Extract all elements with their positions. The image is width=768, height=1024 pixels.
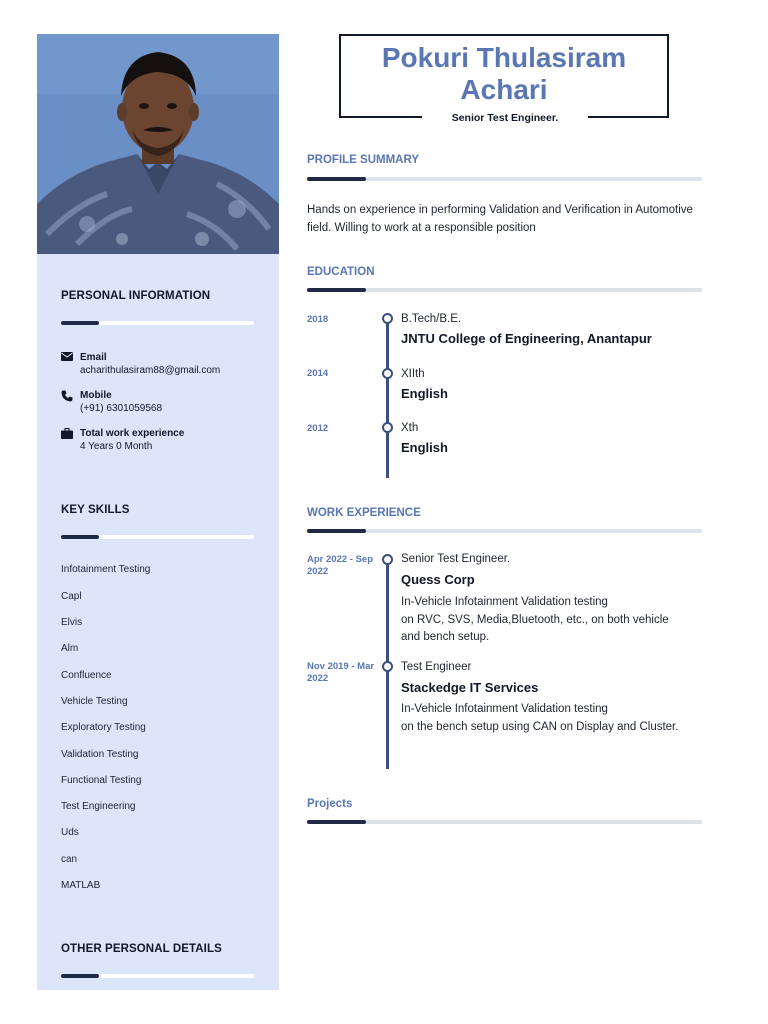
education-year: 2014 <box>307 368 329 379</box>
timeline-dot <box>382 368 393 379</box>
work-role: Test Engineer <box>401 661 472 673</box>
key-skills-divider <box>61 535 254 539</box>
contact-email <box>61 352 220 376</box>
profile-summary-text: Hands on experience in performing Validation and Verification in Automotive field. Willing to work at a responsible position <box>307 204 693 234</box>
contact-mobile <box>61 390 162 414</box>
skill-item: Capl <box>61 591 82 602</box>
personal-info-title: PERSONAL INFORMATION <box>61 290 211 302</box>
profile-summary-title: PROFILE SUMMARY <box>307 154 420 166</box>
skill-item: Validation Testing <box>61 749 139 760</box>
mobile-value[interactable]: (+91) 6301059568 <box>80 403 163 414</box>
email-label: Email <box>80 352 107 363</box>
education-title: EDUCATION <box>307 266 375 278</box>
work-role: Senior Test Engineer. <box>401 553 511 565</box>
personal-info-divider <box>61 321 254 325</box>
projects-divider <box>307 820 702 824</box>
education-degree: XIIth <box>401 368 425 380</box>
name-box <box>339 34 669 118</box>
education-degree: Xth <box>401 422 419 434</box>
experience-label: Total work experience <box>80 428 185 439</box>
timeline-dot <box>382 313 393 324</box>
education-timeline <box>386 318 389 478</box>
phone-icon <box>61 390 73 402</box>
work-experience-divider <box>307 529 702 533</box>
projects-title: Projects <box>307 798 353 810</box>
skill-item: Functional Testing <box>61 775 142 786</box>
timeline-dot <box>382 554 393 565</box>
work-description: In-Vehicle Infotainment Validation testing on RVC, SVS, Media,Bluetooth, etc., on both vehicle and bench setup. <box>401 596 669 643</box>
briefcase-icon <box>61 428 73 439</box>
skill-item: Uds <box>61 827 79 838</box>
candidate-name: Pokuri Thulasiram Achari <box>381 42 627 105</box>
education-institution: English <box>401 386 448 401</box>
skill-item: Alm <box>61 643 79 654</box>
skill-item: Elvis <box>61 617 83 628</box>
work-dates: Apr 2022 - Sep 2022 <box>307 554 373 577</box>
profile-summary-divider <box>307 177 702 181</box>
timeline-dot <box>382 422 393 433</box>
work-description: In-Vehicle Infotainment Validation testing on the bench setup using CAN on Display and Cluster. <box>401 703 679 733</box>
education-degree: B.Tech/B.E. <box>401 313 462 325</box>
person-photo-icon <box>37 34 279 254</box>
work-company: Stackedge IT Services <box>401 680 539 695</box>
envelope-icon <box>61 352 73 362</box>
sidebar <box>37 34 279 990</box>
email-value[interactable]: acharithulasiram88@gmail.com <box>80 365 221 376</box>
skill-item: Infotainment Testing <box>61 564 151 575</box>
skill-item: can <box>61 854 78 865</box>
experience-value: 4 Years 0 Month <box>80 441 153 452</box>
skill-item: Vehicle Testing <box>61 696 128 707</box>
work-company: Quess Corp <box>401 572 475 587</box>
skill-item: Exploratory Testing <box>61 722 146 733</box>
candidate-title: Senior Test Engineer. <box>422 110 588 126</box>
other-details-title: OTHER PERSONAL DETAILS <box>61 943 222 955</box>
timeline-dot <box>382 661 393 672</box>
skill-item: MATLAB <box>61 880 101 891</box>
education-institution: English <box>401 440 448 455</box>
work-experience-title: WORK EXPERIENCE <box>307 507 421 519</box>
education-divider <box>307 288 702 292</box>
skill-item: Test Engineering <box>61 801 136 812</box>
work-dates: Nov 2019 - Mar 2022 <box>307 661 375 684</box>
profile-photo <box>37 34 279 254</box>
education-year: 2018 <box>307 314 329 325</box>
key-skills-title: KEY SKILLS <box>61 504 130 516</box>
contact-experience <box>61 428 184 452</box>
education-year: 2012 <box>307 423 329 434</box>
other-details-divider <box>61 974 254 978</box>
mobile-label: Mobile <box>80 390 112 401</box>
skill-item: Confluence <box>61 670 112 681</box>
education-institution: JNTU College of Engineering, Anantapur <box>401 331 652 346</box>
